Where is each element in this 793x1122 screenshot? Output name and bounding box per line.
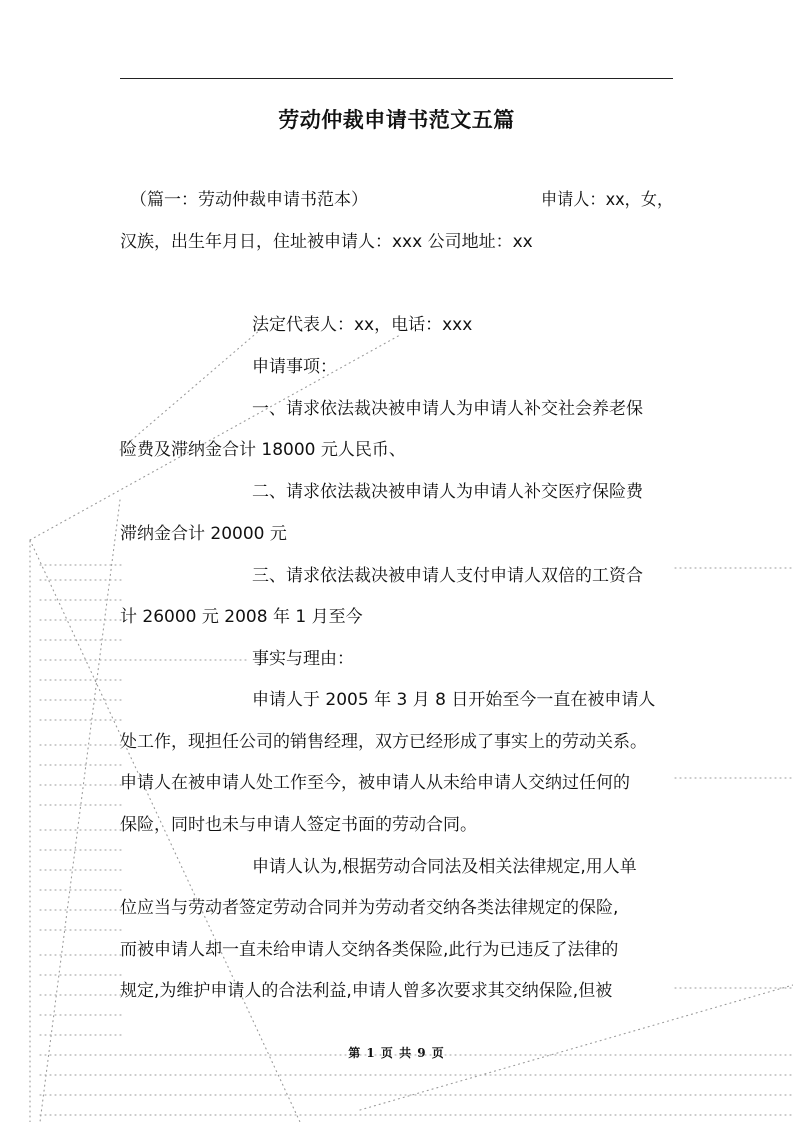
text-line: 二、请求依法裁决被申请人为申请人补交医疗保险费 [252, 482, 643, 502]
text-line: 规定,为维护申请人的合法利益,申请人曾多次要求其交纳保险,但被 [120, 981, 613, 1001]
document-title: 劳动仲裁申请书范文五篇 [278, 108, 515, 132]
text-line: 保险，同时也未与申请人签定书面的劳动合同。 [120, 815, 477, 835]
text-line: 计 26000 元 2008 年 1 月至今 [120, 607, 363, 627]
text-line: 申请人：xx，女， [541, 190, 674, 210]
text-line: 三、请求依法裁决被申请人支付申请人双倍的工资合 [252, 566, 643, 586]
text-line: 申请事项： [252, 357, 337, 377]
text-line: 事实与理由： [252, 649, 354, 669]
text-line: 位应当与劳动者签定劳动合同并为劳动者交纳各类法律规定的保险, [120, 898, 619, 918]
text-line: 一、请求依法裁决被申请人为申请人补交社会养老保 [252, 399, 643, 419]
text-line: 法定代表人：xx，电话：xxx [252, 315, 473, 335]
text-line: 处工作，现担任公司的销售经理，双方已经形成了事实上的劳动关系。 [120, 732, 647, 752]
text-line: 滞纳金合计 20000 元 [120, 524, 287, 544]
text-line: 而被申请人却一直未给申请人交纳各类保险,此行为已违反了法律的 [120, 940, 619, 960]
text-line: 险费及滞纳金合计 18000 元人民币、 [120, 440, 406, 460]
text-line: 汉族，出生年月日，住址被申请人：xxx 公司地址：xx [120, 232, 533, 252]
page-number-footer: 第 1 页 共 9 页 [348, 1046, 445, 1060]
text-line: 申请人于 2005 年 3 月 8 日开始至今一直在被申请人 [252, 690, 656, 710]
text-line: 申请人在被申请人处工作至今，被申请人从未给申请人交纳过任何的 [120, 773, 630, 793]
header-rule [120, 78, 673, 79]
text-line: （篇一：劳动仲裁申请书范本） [130, 190, 368, 210]
text-line: 申请人认为,根据劳动合同法及相关法律规定,用人单 [252, 857, 637, 877]
